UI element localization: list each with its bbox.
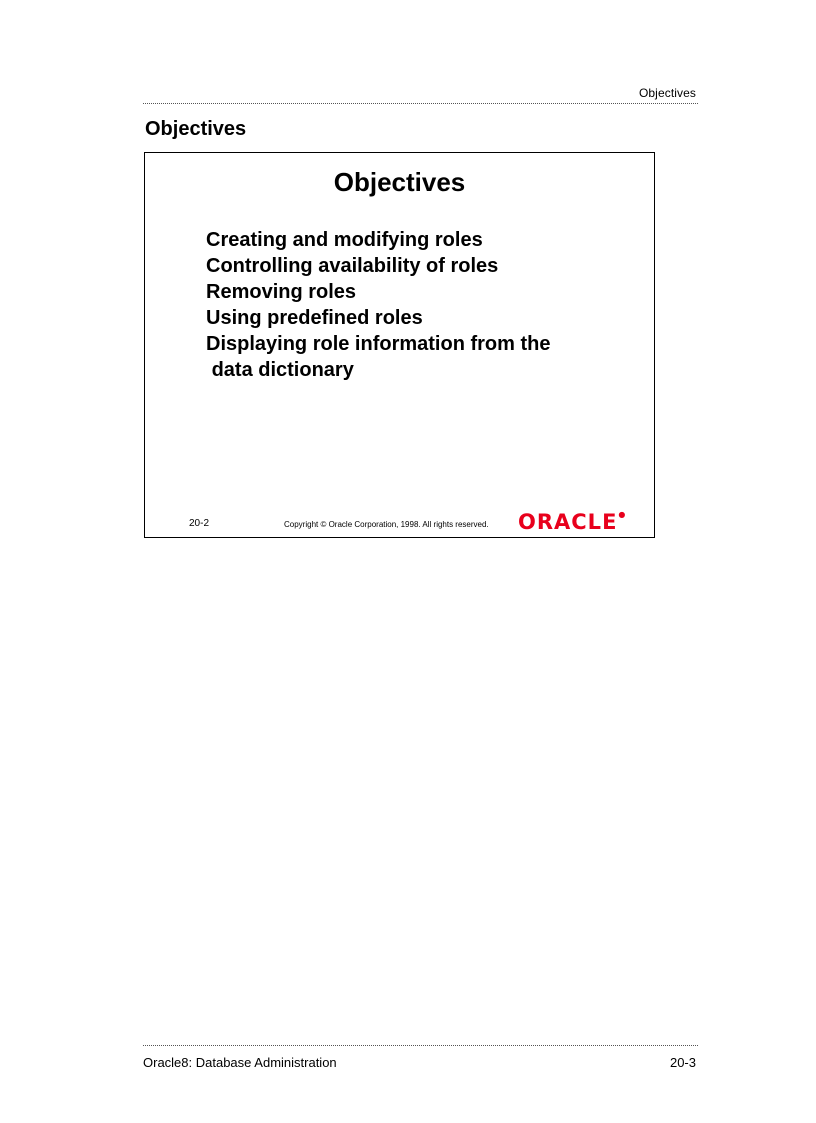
objective-item: Controlling availability of roles	[206, 255, 499, 277]
objectives-list	[206, 227, 550, 383]
footer-book-title: Oracle8: Database Administration	[143, 1055, 337, 1070]
running-header-title: Objectives	[638, 86, 696, 100]
slide-title: Objectives	[333, 167, 466, 197]
slide-copyright: Copyright © Oracle Corporation, 1998. All rights reserved.	[284, 520, 489, 529]
oracle-logo-text: ORACLE	[518, 510, 618, 534]
section-title: Objectives	[145, 118, 247, 140]
footer-page-number: 20-3	[669, 1055, 696, 1070]
objective-item: Removing roles	[206, 281, 357, 303]
footer-divider	[143, 1045, 698, 1046]
slide-frame	[144, 152, 655, 538]
header-divider	[143, 103, 698, 104]
oracle-logo	[518, 510, 626, 534]
objective-item: Using predefined roles	[206, 307, 423, 329]
objective-item: Creating and modifying roles	[206, 229, 483, 251]
objective-item: Displaying role information from the data dictionary	[206, 333, 551, 381]
slide-page-number: 20-2	[189, 518, 210, 529]
logo-dot-icon: ●	[618, 510, 627, 519]
